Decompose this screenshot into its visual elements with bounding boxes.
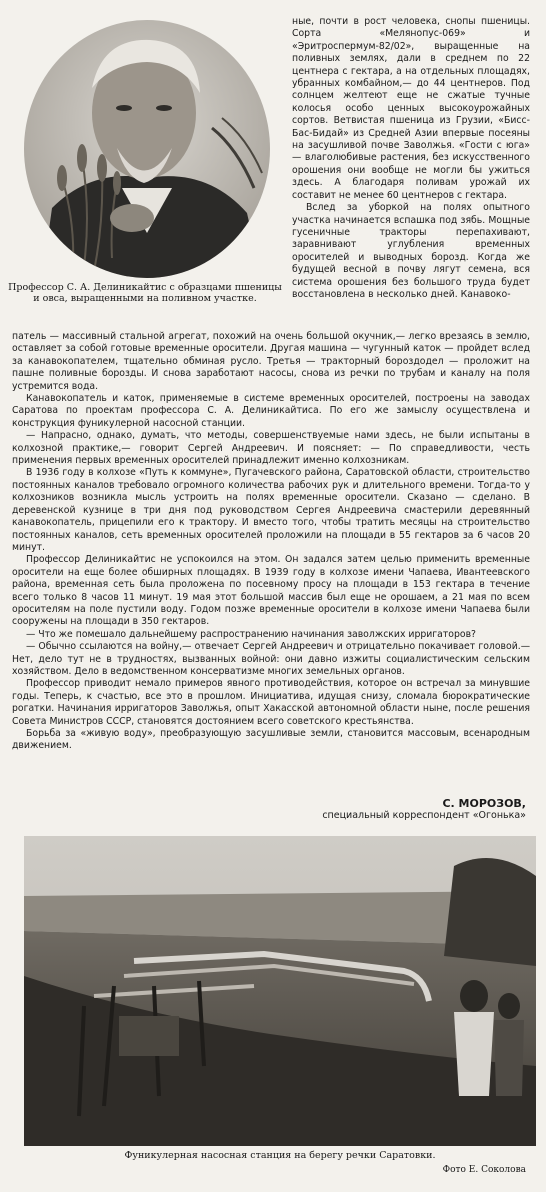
paragraph: Канавокопатель и каток, применяемые в системе временных оросителей, построены на заводах Саратова по проектам профессора С. А. Делиникайтиса. По его же замыслу осуществлена и конструкция фуникулерной насосной станции. <box>12 393 530 429</box>
paragraph: Профессор Делиникайтис не успокоился на этом. Он задался затем целью применить временные оросители на еще более обширных площадях. В 1939 году в колхозе имени Чапаева, Ивантеевского района, временная сеть была проложена по посевному просу на площади в 153 гектара в течение всего только 8 часов 11 минут. 19 мая этот большой массив был еще не орошаем, а 21 мая по всем оросителям на поле пустили воду. Годом позже временные оросители в колхозе имени Чапаева были сооружены на площади в 350 гектаров. <box>12 554 530 628</box>
paragraph: Борьба за «живую воду», преобразующую засушливые земли, становится массовым, всенародным движением. <box>12 728 530 752</box>
paragraph: — Напрасно, однако, думать, что методы, совершенствуемые нами здесь, не были испытаны в колхозной практике,— говорит Сергей Андреевич. И поясняет: — По справедливости, честь применения первых временных оросителей принадлежит именно колхозникам. <box>12 430 530 467</box>
professor-portrait-photo <box>22 18 272 280</box>
portrait-caption: Профессор С. А. Делиникайтис с образцами пшеницы и овса, выращенными на поливном участке. <box>8 282 282 304</box>
paragraph: — Обычно ссылаются на войну,— отвечает Сергей Андреевич и отрицательно покачивает головой.— Нет, дело тут не в трудностях, вызванных войной: они давно изжиты социалистическим сельским хозяйством. Дело в ведомственном консерватизме многих земельных органов. <box>12 641 530 677</box>
pumping-station-photo <box>24 836 536 1146</box>
paragraph: Вслед за уборкой на полях опытного участка начинается вспашка под зябь. Мощные гусеничные тракторы перепахивают, заравнивают углубления временных оросителей и выводных борозд. Когда же будущей весной в почву лягут семена, вся система орошения без большого труда будет восстановлена в несколько дней. Канавоко- <box>292 202 530 300</box>
paragraph: патель — массивный стальной агрегат, похожий на очень большой окучник,— легко врезаясь в землю, оставляет за собой готовые временные оросители. Другая машина — чугунный каток — пройдет вслед за канавокопателем, тщательно обминая русло. Третья — тракторный бороздодел — проложит на пашне поливные борозды. И снова заработают насосы, снова из речки по трубам и каналу на поля устремится вода. <box>12 331 530 392</box>
station-photo-caption: Фуникулерная насосная станция на берегу речки Саратовки. <box>124 1150 436 1161</box>
paragraph: В 1936 году в колхозе «Путь к коммуне», Пугачевского района, Саратовской области, строительство постоянных каналов требовало огромного количества рабочих рук и длительного времени. Тогда-то у колхозников возникла мысль устроить на полях временные оросители. Сказано — сделано. В деревенской кузнице в три дня под руководством Сергея Андреевича смастерили деревянный канавокопатель, прицепили его к трактору. И вместо того, чтобы тратить месяцы на строительство постоянных каналов, сеть временных оросителей проложили на площади в 55 гектаров за 6 часов 20 минут. <box>12 467 530 553</box>
author-name: С. МОРОЗОВ, <box>442 797 526 810</box>
full-width-text <box>12 331 530 753</box>
paragraph: ные, почти в рост человека, снопы пшеницы. Сорта «Мелянопус-069» и «Эритроспермум-82/02», выращенные на поливных землях, дали в среднем по 22 центнера с гектара, а на отдельных площадях, убранных комбайном,— до 44 центнеров. Под солнцем желтеют еще не сжатые тучные колосья особо ценных высокоурожайных сортов. Ветвистая пшеница из Грузии, «Бисс-Бас-Бидай» из Средней Азии впервые посеяны на засушливой почве Заволжья. «Гости с юга» — влаголюбивые растения, без искусственного орошения они вообще не могли бы ужиться здесь. А благодаря поливам урожай их составит не менее 60 центнеров с гектара. <box>292 16 530 201</box>
right-column-text <box>292 16 530 301</box>
photo-credit: Фото Е. Соколова <box>442 1165 526 1175</box>
author-signature <box>322 798 526 822</box>
author-role: специальный корреспондент «Огонька» <box>322 810 526 821</box>
paragraph: — Что же помешало дальнейшему распространению начинания заволжских ирригаторов? <box>26 628 476 640</box>
paragraph: Профессор приводит немало примеров явного противодействия, которое он встречал за минувшие годы. Теперь, к счастью, все это в прошлом. Инициатива, идущая снизу, сломала бюрократические рогатки. Начинания ирригаторов Заволжья, опыт Хакасской автономной области ныне, после решения Совета Министров СССР, становятся достоянием всего советского крестьянства. <box>12 678 530 727</box>
